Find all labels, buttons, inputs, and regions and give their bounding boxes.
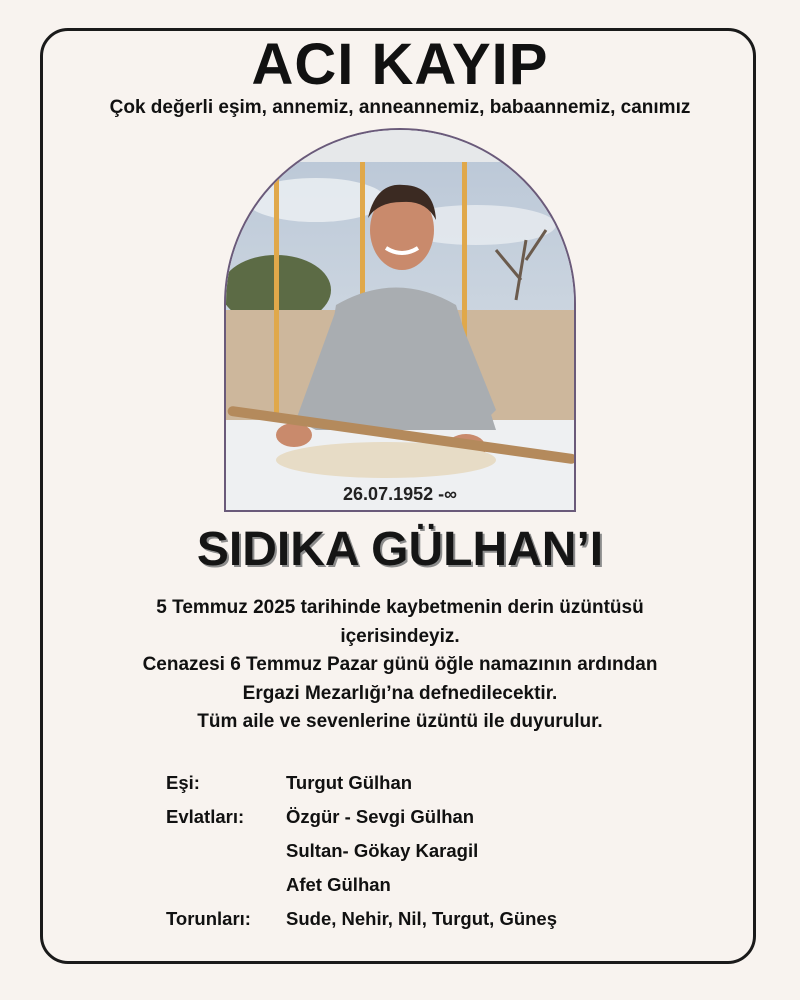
family-row xyxy=(166,800,686,834)
message-line: içerisindeyiz. xyxy=(340,625,460,647)
announcement-message xyxy=(100,594,700,737)
message-line: Tüm aile ve sevenlerine üzüntü ile duyurulur. xyxy=(197,711,603,733)
family-row xyxy=(166,868,686,902)
family-row xyxy=(166,834,686,868)
family-value: Özgür - Sevgi Gülhan xyxy=(286,806,475,827)
portrait-photo xyxy=(224,128,576,512)
page-title: ACI KAYIP xyxy=(251,32,549,97)
family-value: Sultan- Gökay Karagil xyxy=(286,840,479,861)
family-value: Afet Gülhan xyxy=(286,874,391,895)
portrait-illustration xyxy=(226,130,576,512)
family-label: Torunları: xyxy=(166,908,251,929)
message-line: Cenazesi 6 Temmuz Pazar günü öğle namazının ardından xyxy=(142,654,658,676)
subtitle: Çok değerli eşim, annemiz, anneannemiz, babaannemiz, canımız xyxy=(109,97,691,118)
message-line: Ergazi Mezarlığı’na defnedilecektir. xyxy=(242,682,558,704)
family-value: Sude, Nehir, Nil, Turgut, Güneş xyxy=(286,908,558,929)
family-row xyxy=(166,902,686,936)
life-dates: 26.07.1952 -∞ xyxy=(343,484,457,504)
family-label xyxy=(166,834,286,868)
family-label xyxy=(166,868,286,902)
message-line: 5 Temmuz 2025 tarihinde kaybetmenin derin üzüntüsü xyxy=(156,597,644,618)
family-value: Turgut Gülhan xyxy=(286,772,413,793)
family-label: Evlatları: xyxy=(166,806,245,827)
deceased-name: SIDIKA GÜLHAN’I xyxy=(196,523,604,576)
family-row xyxy=(166,766,686,800)
family-list xyxy=(166,766,686,936)
family-label: Eşi: xyxy=(166,772,200,793)
